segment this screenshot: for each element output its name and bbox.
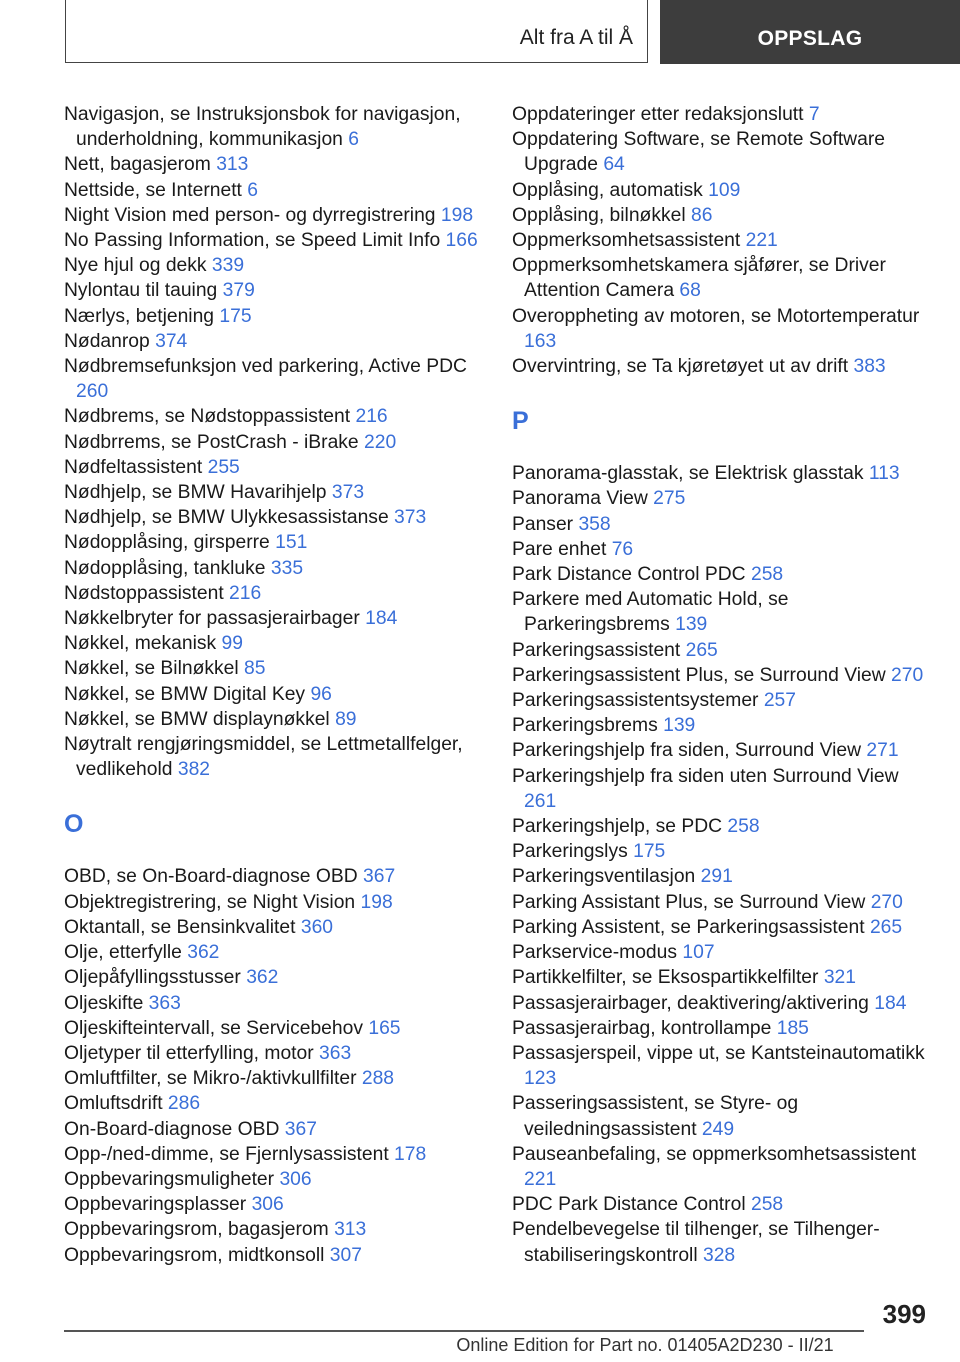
index-page-link[interactable]: 139 (675, 614, 708, 636)
index-entry-text: Nøkkel, mekanisk (64, 633, 217, 655)
index-entry-text: Nødopplåsing, tankluke (64, 557, 266, 579)
index-entry (512, 486, 932, 511)
index-page-link[interactable]: 89 (335, 708, 357, 730)
index-entry-text: Nettside, se Internett (64, 179, 242, 201)
index-page-link[interactable]: 107 (682, 942, 715, 964)
index-entry-text: Omluftsdrift (64, 1093, 163, 1115)
index-entry-text: Pauseanbefaling, se oppmerksomhetsassistent (512, 1143, 917, 1165)
index-column-right (512, 102, 932, 1268)
index-entry-text: Parkeringshjelp fra siden, Surround View (512, 740, 862, 762)
index-entry-text: Panorama View (512, 488, 648, 510)
index-entry (512, 738, 932, 763)
index-entry-text: Oppbevaringsmuligheter (64, 1168, 275, 1190)
index-page-link[interactable]: 335 (270, 557, 304, 579)
index-page-link[interactable]: 165 (368, 1017, 401, 1039)
index-entry (64, 278, 484, 303)
chapter-title: OPPSLAG (757, 27, 863, 50)
index-entry-text: Parking Assistent, se Parkeringsassistent (512, 916, 865, 938)
index-entry-text: Nødhjelp, se BMW Ulykkesassistanse (64, 507, 389, 529)
index-entry-text: Nødanrop (64, 330, 150, 352)
index-page-link[interactable]: 6 (247, 179, 259, 201)
index-entry-text: Oppbevaringsplasser (64, 1194, 247, 1216)
index-entry (512, 1142, 932, 1192)
index-entry-text: Oppdatering Software, se Remote Software Upgrade (512, 129, 885, 176)
index-entry (512, 587, 932, 637)
index-entry (64, 581, 484, 606)
index-entry (64, 329, 484, 354)
index-entry (64, 152, 484, 177)
index-entry (64, 940, 484, 965)
index-entry (512, 1192, 932, 1217)
index-entry (512, 102, 932, 127)
index-page-link[interactable]: 175 (633, 841, 666, 863)
index-entry (512, 915, 932, 940)
index-page-link[interactable]: 373 (394, 507, 427, 529)
index-page-link[interactable]: 64 (603, 154, 625, 176)
index-entry-text: Parkservice-modus (512, 942, 678, 964)
index-page-link[interactable]: 367 (284, 1118, 317, 1140)
index-page-link[interactable]: 123 (524, 1068, 557, 1090)
index-entry (64, 915, 484, 940)
index-entry-text: Parkeringslys (512, 841, 628, 863)
index-entry-text: Parkeringsventilasjon (512, 866, 696, 888)
index-page-link[interactable]: 313 (216, 154, 249, 176)
index-entry-text: Parking Assistant Plus, se Surround View (512, 891, 866, 913)
index-entry (64, 1217, 484, 1242)
index-entry-text: Navigasjon, se Instruksjonsbok for navigasjon, underholdning, kommunikasjon (64, 104, 461, 151)
index-entry (512, 461, 932, 486)
index-entry-text: Night Vision med person- og dyrregistrering (64, 204, 436, 226)
index-entry (512, 1041, 932, 1091)
index-page-link[interactable]: 96 (310, 683, 332, 705)
index-page-link[interactable]: 373 (331, 482, 365, 504)
index-entry-text: Panorama-glasstak, se Elektrisk glasstak (512, 463, 864, 485)
index-page-link[interactable]: 184 (874, 992, 907, 1014)
index-entry-text: Olje, etterfylle (64, 942, 182, 964)
index-entry (64, 556, 484, 581)
index-entry-text: Nylontau til tauing (64, 280, 218, 302)
index-entry-text: Overvintring, se Ta kjøretøyet ut av drift (512, 356, 849, 378)
index-page-link[interactable]: 166 (445, 230, 478, 252)
index-page-link[interactable]: 198 (440, 204, 474, 226)
index-entry-text: Oppbevaringsrom, bagasjerom (64, 1219, 329, 1241)
index-page-link[interactable]: 198 (360, 891, 393, 913)
index-entry (64, 1192, 484, 1217)
index-page-link[interactable]: 362 (187, 942, 220, 964)
index-entry-text: Parkere med Automatic Hold, se Parkeringsbrems (512, 589, 789, 636)
index-page-link[interactable]: 286 (167, 1093, 201, 1115)
index-entry-text: Oppmerksomhetsassistent (512, 230, 741, 252)
section-header-box (65, 0, 648, 63)
index-page-link[interactable]: 265 (685, 639, 718, 661)
index-page-link[interactable]: 151 (275, 532, 308, 554)
index-entry-text: Oktantall, se Bensinkvalitet (64, 916, 296, 938)
index-page-link[interactable]: 321 (823, 967, 856, 989)
index-entry (64, 631, 484, 656)
index-entry (64, 890, 484, 915)
index-letter-heading: P (512, 407, 529, 436)
index-entry-text: Nødstoppassistent (64, 582, 224, 604)
index-page-link[interactable]: 328 (702, 1244, 736, 1266)
index-entry-text: No Passing Information, se Speed Limit Info (64, 230, 441, 252)
index-entry (512, 864, 932, 889)
index-entry (512, 127, 932, 177)
index-entry-text: Park Distance Control PDC (512, 564, 746, 586)
index-entry-text: Nøkkel, se BMW displaynøkkel (64, 708, 330, 730)
index-entry-text: Nett, bagasjerom (64, 154, 211, 176)
index-entry-text: Nødopplåsing, girsperre (64, 532, 270, 554)
index-entry (64, 1091, 484, 1116)
index-page-link[interactable]: 313 (334, 1219, 367, 1241)
index-column-left (64, 102, 484, 1268)
index-entry (64, 203, 484, 228)
index-page-link[interactable]: 271 (866, 740, 899, 762)
index-page-link[interactable]: 109 (708, 179, 741, 201)
index-page-link[interactable]: 363 (148, 992, 181, 1014)
index-entry (64, 991, 484, 1016)
index-entry (64, 530, 484, 555)
index-page-link[interactable]: 382 (177, 759, 211, 781)
index-entry-text: Nye hjul og dekk (64, 255, 207, 277)
index-entry-text: Oppbevaringsrom, midtkonsoll (64, 1244, 325, 1266)
index-entry (512, 178, 932, 203)
index-entry-text: Oljetyper til etterfylling, motor (64, 1042, 314, 1064)
index-page-link[interactable]: 99 (221, 633, 243, 655)
index-entry (512, 814, 932, 839)
index-page-link[interactable]: 260 (76, 381, 109, 403)
index-entry-text: Opp-/ned-dimme, se Fjernlysassistent (64, 1143, 389, 1165)
index-entry (64, 1041, 484, 1066)
index-entry (64, 354, 484, 404)
index-entry (64, 1016, 484, 1041)
index-entry (64, 480, 484, 505)
index-entry (512, 537, 932, 562)
index-page-link[interactable]: 379 (222, 280, 255, 302)
index-entry-text: Nødfeltassistent (64, 456, 203, 478)
index-page-link[interactable]: 86 (690, 204, 713, 226)
index-page-link[interactable]: 306 (251, 1194, 284, 1216)
index-page-link[interactable]: 291 (700, 866, 733, 888)
index-page-link[interactable]: 175 (219, 305, 252, 327)
index-entry-text: Parkeringshjelp fra siden uten Surround View (512, 765, 899, 787)
index-entry (512, 991, 932, 1016)
index-page-link[interactable]: 113 (868, 463, 900, 485)
index-entry-text: PDC Park Distance Control (512, 1194, 746, 1216)
index-page-link[interactable]: 139 (663, 715, 696, 737)
index-entry-text: Nøkkel, se BMW Digital Key (64, 683, 306, 705)
index-entry-text: Oppdateringer etter redaksjonslutt (512, 104, 804, 125)
index-entry (64, 1142, 484, 1167)
index-entry (512, 512, 932, 537)
index-page-link[interactable]: 220 (364, 431, 397, 453)
index-page-link[interactable]: 7 (808, 104, 820, 125)
index-entry-text: Parkeringsbrems (512, 715, 658, 737)
index-entry (64, 732, 484, 782)
index-entry (512, 663, 932, 688)
index-entry-text: Overoppheting av motoren, se Motortemperatur (512, 305, 920, 327)
section-title: Alt fra A til Å (519, 26, 633, 49)
index-entry-text: Nødbrems, se Nødstoppassistent (64, 406, 351, 428)
index-page-link[interactable]: 261 (524, 790, 557, 812)
index-entry-text: Partikkelfilter, se Eksospartikkelfilter (512, 967, 819, 989)
index-entry-text: Nødbremsefunksjon ved parkering, Active PDC (64, 356, 467, 378)
index-entry (64, 1167, 484, 1192)
index-entry-text: On-Board-diagnose OBD (64, 1118, 280, 1140)
index-entry-text: Oljeskifte (64, 992, 144, 1014)
index-page-link[interactable]: 307 (329, 1244, 362, 1266)
index-page-link[interactable]: 275 (653, 488, 686, 510)
index-entry-text: Objektregistrering, se Night Vision (64, 891, 356, 913)
index-page-link[interactable]: 85 (244, 658, 266, 680)
index-entry-text: Passeringsassistent, se Styre- og veiledningsassistent (512, 1093, 799, 1140)
index-page-link[interactable]: 68 (679, 280, 701, 302)
index-page-link[interactable]: 255 (207, 456, 240, 478)
footer-divider (64, 1330, 864, 1332)
index-page-link[interactable]: 257 (763, 690, 796, 712)
index-entry (512, 965, 932, 990)
index-page-link[interactable]: 265 (869, 916, 903, 938)
index-entry (512, 764, 932, 814)
index-page-link[interactable]: 76 (611, 538, 634, 560)
index-entry (64, 864, 484, 889)
index-entry-text: Parkeringshjelp, se PDC (512, 816, 723, 838)
index-entry (64, 178, 484, 203)
footer-edition: Online Edition for Part no. 01405A2D230 - II/21 (456, 1335, 834, 1355)
index-entry (64, 102, 484, 152)
index-entry-text: Parkeringsassistent (512, 639, 681, 661)
index-entry-text: Parkeringsassistent Plus, se Surround View (512, 664, 886, 686)
index-page-link[interactable]: 374 (155, 330, 188, 352)
index-entry-text: OBD, se On-Board-diagnose OBD (64, 866, 358, 888)
index-page-link[interactable]: 258 (750, 564, 784, 586)
index-entry-text: Parkeringsassistentsystemer (512, 690, 759, 712)
index-entry (512, 562, 932, 587)
index-page-link[interactable]: 249 (701, 1118, 735, 1140)
index-entry (64, 253, 484, 278)
index-page-link[interactable]: 163 (524, 330, 557, 352)
index-page-link[interactable]: 6 (348, 129, 359, 151)
index-entry-text: Nøkkel, se Bilnøkkel (64, 658, 239, 680)
index-page-link[interactable]: 216 (355, 406, 388, 428)
index-entry (64, 656, 484, 681)
index-entry (512, 1016, 932, 1041)
index-entry-text: Pendelbevegelse til tilhenger, se Tilhenger-stabiliseringskontroll (512, 1219, 880, 1266)
index-entry-text: Passasjerspeil, vippe ut, se Kantsteinautomatikk (512, 1042, 925, 1064)
index-entry (64, 430, 484, 455)
index-page-link[interactable]: 221 (745, 230, 778, 252)
index-entry (64, 1066, 484, 1091)
index-entry (512, 354, 932, 379)
index-page-link[interactable]: 221 (524, 1168, 557, 1190)
index-page-link[interactable]: 185 (776, 1017, 809, 1039)
index-page-link[interactable]: 270 (891, 664, 924, 686)
index-entry-text: Panser (512, 513, 574, 535)
index-entry-text: Passasjerairbag, kontrollampe (512, 1017, 772, 1039)
index-entry (512, 203, 932, 228)
page-header (0, 0, 960, 66)
index-entry (512, 1091, 932, 1141)
index-entry-text: Nødbrrems, se PostCrash - iBrake (64, 431, 359, 453)
index-entry (64, 606, 484, 631)
index-entry-text: Pare enhet (512, 538, 607, 560)
index-entry (512, 688, 932, 713)
index-entry-text: Opplåsing, automatisk (512, 179, 703, 201)
index-page-link[interactable]: 306 (279, 1168, 312, 1190)
index-letter-heading: O (64, 810, 84, 839)
index-entry (512, 839, 932, 864)
index-page-link[interactable]: 360 (300, 916, 334, 938)
index-entry (64, 404, 484, 429)
index-entry-text: Nøkkelbryter for passasjerairbager (64, 608, 360, 630)
index-entry (64, 1117, 484, 1142)
index-page-link[interactable]: 339 (211, 255, 245, 277)
index-page-link[interactable]: 258 (750, 1194, 784, 1216)
index-page-link[interactable]: 383 (853, 356, 886, 378)
index-entry (64, 1243, 484, 1268)
index-entry-text: Omluftfilter, se Mikro-/aktivkullfilter (64, 1068, 357, 1090)
index-entry-text: Oppmerksomhetskamera sjåfører, se Driver Attention Camera (512, 255, 886, 302)
index-entry (512, 253, 932, 303)
index-entry-text: Oljeskifteintervall, se Servicebehov (64, 1017, 363, 1039)
index-page-link[interactable]: 270 (870, 891, 903, 913)
index-page-link[interactable]: 358 (578, 513, 611, 535)
index-entry-text: Nøytralt rengjøringsmiddel, se Lettmetallfelger, vedlikehold (64, 734, 463, 781)
index-page-link[interactable]: 258 (727, 816, 760, 838)
index-entry-text: Opplåsing, bilnøkkel (512, 204, 686, 226)
index-entry-text: Oljepåfyllingsstusser (64, 967, 241, 989)
index-page-link[interactable]: 178 (394, 1143, 427, 1165)
index-entry (512, 304, 932, 354)
index-entry (512, 638, 932, 663)
index-entry (64, 505, 484, 530)
index-entry (64, 228, 484, 253)
index-entry (512, 228, 932, 253)
index-entry (64, 682, 484, 707)
index-page-link[interactable]: 184 (365, 608, 398, 630)
index-entry-text: Nærlys, betjening (64, 305, 215, 327)
index-page-link[interactable]: 367 (363, 866, 396, 888)
index-page-link[interactable]: 362 (246, 967, 279, 989)
index-entry (64, 304, 484, 329)
index-page-link[interactable]: 288 (361, 1068, 395, 1090)
index-entry (512, 1217, 932, 1267)
index-entry-text: Nødhjelp, se BMW Havarihjelp (64, 482, 327, 504)
index-entry (64, 707, 484, 732)
index-entry (64, 455, 484, 480)
index-page-link[interactable]: 363 (319, 1042, 352, 1064)
index-entry (512, 713, 932, 738)
page-number: 399 (882, 1299, 926, 1329)
chapter-tab (660, 0, 960, 64)
index-entry (512, 940, 932, 965)
index-entry (64, 965, 484, 990)
index-entry (512, 890, 932, 915)
index-page-link[interactable]: 216 (229, 582, 262, 604)
index-entry-text: Passasjerairbager, deaktivering/aktivering (512, 992, 869, 1014)
